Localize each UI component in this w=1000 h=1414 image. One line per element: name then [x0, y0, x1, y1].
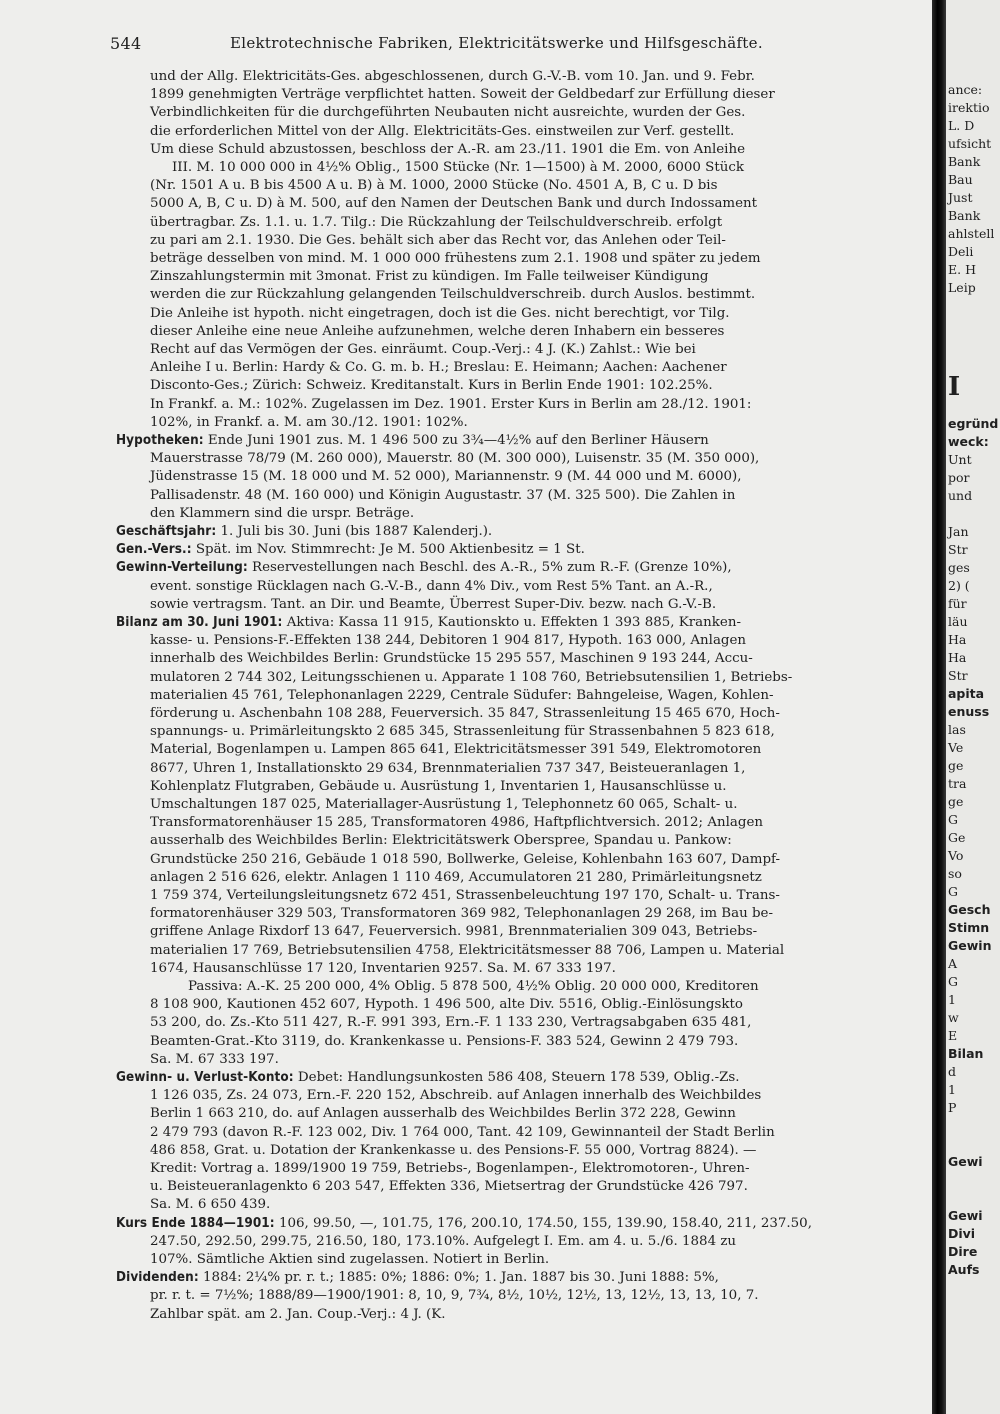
text-line: [150, 377, 932, 395]
text-line: [150, 214, 932, 232]
facing-page-fragment: für: [948, 596, 967, 611]
line-text: Umschaltungen 187 025, Materiallager-Ausrüstung 1, Telephonnetz 60 065, Schalt- u.: [150, 797, 738, 812]
text-line: [150, 1087, 932, 1105]
facing-page-fragment: Jan: [948, 524, 969, 539]
line-text: Spät. im Nov. Stimmrecht: Je M. 500 Aktienbesitz = 1 St.: [191, 542, 585, 558]
text-line: [150, 723, 932, 741]
text-line: [150, 596, 932, 614]
line-text: Reservestellungen nach Beschl. des A.-R., 5% zum R.-F. (Grenze 10%),: [247, 560, 732, 576]
text-line: [150, 905, 932, 923]
running-title: Elektrotechnische Fabriken, Elektricitätswerke und Hilfsgeschäfte.: [230, 34, 763, 52]
line-text: Transformatorenhäuser 15 285, Transformatoren 4986, Haftpflichtversich. 2012; Anlagen: [150, 815, 764, 831]
facing-page-fragment: Deli: [948, 244, 974, 259]
line-text: 1 759 374, Verteilungsleitungsnetz 672 451, Strassenbeleuchtung 197 170, Schalt- u. Trans-: [150, 888, 780, 903]
line-text: spannungs- u. Primärleitungskto 2 685 345, Strassenleitung für Strassenbahnen 5 823 618,: [150, 724, 775, 740]
text-line: [150, 1233, 932, 1251]
line-text: 8 108 900, Kautionen 452 607, Hypoth. 1 496 500, alte Div. 5516, Oblig.-Einlösungskto: [150, 997, 743, 1013]
text-line: [150, 669, 932, 687]
text-line: [172, 159, 932, 177]
text-line: [150, 1014, 932, 1032]
line-text: griffene Anlage Rixdorf 13 647, Feuerversich. 9981, Brennmaterialien 309 043, Betriebs-: [150, 924, 758, 940]
facing-page-fragment: ge: [948, 758, 964, 773]
line-text: materialien 17 769, Betriebsutensilien 4758, Elektricitätsmesser 88 706, Lampen u. Material: [150, 942, 785, 958]
line-text: Material, Bogenlampen u. Lampen 865 641, Elektricitätsmesser 391 549, Elektromotoren: [150, 742, 762, 758]
line-text: Verbindlichkeiten für die durchgeführten Neubauten nicht ausreichte, wurden der Ges.: [150, 105, 746, 121]
text-line: [116, 541, 932, 559]
text-line: [116, 559, 932, 577]
line-text: zu pari am 2.1. 1930. Die Ges. behält sich aber das Recht vor, das Anlehen oder Teil-: [150, 232, 726, 248]
text-line: [150, 942, 932, 960]
line-text: Debet: Handlungsunkosten 586 408, Steuern 178 539, Oblig.-Zs.: [293, 1070, 740, 1085]
facing-page-fragment: tra: [948, 776, 967, 791]
line-text: ausserhalb des Weichbildes Berlin: Elektricitätswerk Oberspree, Spandau u. Pankow:: [150, 833, 732, 849]
line-text: den Klammern sind die urspr. Beträge.: [150, 505, 415, 521]
text-line: [150, 1033, 932, 1051]
line-text: Sa. M. 6 650 439.: [150, 1197, 271, 1213]
text-line: [150, 505, 932, 523]
line-text: 107%. Sämtliche Aktien sind zugelassen. Notiert in Berlin.: [150, 1252, 550, 1267]
facing-page-fragment: Gewi: [948, 1154, 983, 1169]
text-line: [116, 1269, 932, 1287]
line-text: Anleihe I u. Berlin: Hardy & Co. G. m. b. H.; Breslau: E. Heimann; Aachen: Aachener: [150, 360, 727, 376]
facing-page-fragment: so: [948, 866, 962, 881]
text-line: [116, 614, 932, 632]
line-text: 247.50, 292.50, 299.75, 216.50, 180, 173.10%. Aufgelegt I. Em. am 4. u. 5./6. 1884 zu: [150, 1233, 737, 1249]
text-line: [150, 996, 932, 1014]
text-line: [150, 1178, 932, 1196]
line-text: Kohlenplatz Flutgraben, Gebäude u. Ausrüstung 1, Inventarien 1, Hausanschlüsse u.: [150, 778, 727, 794]
facing-page-fragment: L. D: [948, 118, 975, 133]
line-text: 53 200, do. Zs.-Kto 511 427, R.-F. 991 393, Ern.-F. 1 133 230, Vertragsabgaben 635 481,: [150, 1015, 752, 1031]
line-text: 1. Juli bis 30. Juni (bis 1887 Kalenderj.).: [216, 524, 493, 539]
text-line: [150, 286, 932, 304]
line-text: materialien 45 761, Telephonanlagen 2229, Centrale Südufer: Bahngeleise, Wagen, Kohlen-: [150, 687, 774, 703]
line-text: Zinszahlungstermin mit 3monat. Frist zu kündigen. Im Falle teilweiser Kündigung: [150, 269, 709, 285]
text-line: [150, 1251, 932, 1269]
line-text: dieser Anleihe eine neue Anleihe aufzunehmen, welche deren Inhabern ein besseres: [150, 323, 725, 339]
facing-page-fragment: ahlstell: [948, 226, 995, 241]
line-text: förderung u. Aschenbahn 108 288, Feuerversich. 35 847, Strassenleitung 15 465 670, Hoch-: [150, 706, 780, 721]
facing-page-fragment: Bank: [948, 208, 981, 223]
line-text: 2 479 793 (davon R.-F. 123 002, Div. 1 764 000, Tant. 42 109, Gewinnanteil der Stadt Berlin: [150, 1124, 775, 1140]
page-number: 544: [110, 34, 142, 53]
line-text: formatorenhäuser 329 503, Transformatoren 369 982, Telephonanlagen 29 268, im Bau be-: [150, 906, 773, 922]
text-line: [150, 1105, 932, 1123]
text-line: [150, 760, 932, 778]
text-line: [150, 305, 932, 323]
facing-page-fragment: Stimn: [948, 920, 990, 935]
text-line: [150, 232, 932, 250]
facing-page-fragment: Bau: [948, 172, 973, 187]
facing-page-fragment: Unt: [948, 452, 972, 467]
line-text: Die Anleihe ist hypoth. nicht eingetragen, doch ist die Ges. nicht berechtigt, vor Tilg.: [150, 305, 730, 321]
text-line: [150, 851, 932, 869]
text-line: [150, 741, 932, 759]
facing-page-fragment: Ha: [948, 650, 967, 665]
line-text: übertragbar. Zs. 1.1. u. 1.7. Tilg.: Die Rückzahlung der Teilschuldverschreib. erfolgt: [150, 214, 723, 230]
text-line: [150, 869, 932, 887]
line-text: anlagen 2 516 626, elektr. Anlagen 1 110 469, Accumulatoren 21 280, Primärleitungsnetz: [150, 869, 762, 885]
text-line: [150, 359, 932, 377]
text-line: [150, 814, 932, 832]
text-line: [150, 1196, 932, 1214]
text-line: [150, 323, 932, 341]
facing-page-fragment: Aufs: [948, 1262, 980, 1277]
facing-page-fragment: Str: [948, 668, 968, 683]
line-text: 1899 genehmigten Verträge verpflichtet hatten. Soweit der Geldbedarf zur Erfüllung dieser: [150, 87, 775, 103]
text-line: [150, 1306, 932, 1324]
line-text: Beamten-Grat.-Kto 3119, do. Krankenkasse u. Pensions-F. 383 524, Gewinn 2 479 793.: [150, 1033, 739, 1049]
facing-page-fragment: por: [948, 470, 970, 485]
line-text: 106, 99.50, —, 101.75, 176, 200.10, 174.50, 155, 139.90, 158.40, 211, 237.50,: [274, 1215, 812, 1231]
line-text: beträge desselben von mind. M. 1 000 000 frühestens zum 2.1. 1908 und später zu jedem: [150, 251, 761, 266]
line-text: 1 126 035, Zs. 24 073, Ern.-F. 220 152, Abschreib. auf Anlagen innerhalb des Weichbildes: [150, 1088, 762, 1104]
text-line: [150, 796, 932, 814]
facing-page-fragment: w: [948, 1010, 959, 1025]
line-text: u. Beisteueranlagenkto 6 203 547, Effekten 336, Mietsertrag der Grundstücke 426 797.: [150, 1179, 748, 1195]
facing-page-fragment: egründ: [948, 416, 999, 431]
line-text: In Frankf. a. M.: 102%. Zugelassen im Dez. 1901. Erster Kurs in Berlin am 28./12. 1901:: [150, 396, 752, 412]
text-line: [150, 578, 932, 596]
text-line: [150, 468, 932, 486]
facing-page-fragment: weck:: [948, 434, 989, 449]
text-line: [116, 523, 932, 541]
facing-page-fragment: G: [948, 974, 958, 989]
text-line: [150, 778, 932, 796]
text-line: [150, 650, 932, 668]
text-line: [150, 250, 932, 268]
text-line: [150, 632, 932, 650]
facing-page-fragment: Leip: [948, 280, 976, 295]
line-text: 1884: 2¼% pr. r. t.; 1885: 0%; 1886: 0%; 1. Jan. 1887 bis 30. Juni 1888: 5%,: [198, 1270, 719, 1286]
line-text: Recht auf das Vermögen der Ges. einräumt. Coup.-Verj.: 4 J. (K.) Zahlst.: Wie bei: [150, 342, 696, 357]
facing-page-fragment: ance:: [948, 82, 983, 97]
text-line: [150, 923, 932, 941]
text-line: [150, 68, 932, 86]
line-text: Kredit: Vortrag a. 1899/1900 19 759, Betriebs-, Bogenlampen-, Elektromotoren-, Uhren-: [150, 1161, 750, 1176]
facing-page-fragment: las: [948, 722, 966, 737]
text-line: [150, 396, 932, 414]
line-text: Mauerstrasse 78/79 (M. 260 000), Mauerstr. 80 (M. 300 000), Luisenstr. 35 (M. 350 000),: [150, 451, 760, 467]
line-text: 1674, Hausanschlüsse 17 120, Inventarien 9257. Sa. M. 67 333 197.: [150, 960, 616, 976]
text-line: [116, 1215, 932, 1233]
facing-page-fragment: G: [948, 812, 958, 827]
line-text: Grundstücke 250 216, Gebäude 1 018 590, Bollwerke, Geleise, Kohlenbahn 163 607, Dampf-: [150, 851, 781, 867]
line-text: 486 858, Grat. u. Dotation der Krankenkasse u. des Pensions-F. 55 000, Vortrag 8824). —: [150, 1142, 757, 1158]
line-text: innerhalb des Weichbildes Berlin: Grundstücke 15 295 557, Maschinen 9 193 244, Accu-: [150, 651, 753, 667]
line-text: und der Allg. Elektricitäts-Ges. abgeschlossenen, durch G.-V.-B. vom 10. Jan. und 9. Febr.: [150, 69, 755, 84]
section-heading: Hypotheken:: [116, 433, 204, 448]
section-heading: Gewinn- u. Verlust-Konto:: [116, 1070, 294, 1085]
text-line: [116, 1069, 932, 1087]
facing-page-fragment: Gewin: [948, 938, 992, 953]
text-line: [150, 341, 932, 359]
section-heading: Dividenden:: [116, 1270, 199, 1286]
facing-page-fragment: E. H: [948, 262, 976, 277]
line-text: mulatoren 2 744 302, Leitungsschienen u. Apparate 1 108 760, Betriebsutensilien 1, Betriebs-: [150, 669, 793, 685]
facing-page-fragment: Dire: [948, 1244, 978, 1259]
facing-page-fragment: läu: [948, 614, 968, 629]
text-line: [150, 1051, 932, 1069]
line-text: kasse- u. Pensions-F.-Effekten 138 244, Debitoren 1 904 817, Hypoth. 163 000, Anlagen: [150, 633, 747, 649]
facing-page-fragment: Vo: [948, 848, 964, 863]
facing-page-fragment: P: [948, 1100, 957, 1115]
facing-page-fragment: 1: [948, 992, 956, 1007]
text-line: [150, 1142, 932, 1160]
text-line: [150, 141, 932, 159]
line-text: sowie vertragsm. Tant. an Dir. und Beamte, Überrest Super-Div. bezw. nach G.-V.-B.: [150, 596, 717, 612]
line-text: Um diese Schuld abzustossen, beschloss der A.-R. am 23./11. 1901 die Em. von Anleihe: [150, 141, 745, 157]
line-text: werden die zur Rückzahlung gelangenden Teilschuldverschreib. durch Auslos. bestimmt.: [150, 287, 756, 303]
facing-page-fragment: Ve: [948, 740, 964, 755]
section-heading: Geschäftsjahr:: [116, 524, 217, 539]
text-line: [150, 1160, 932, 1178]
line-text: Disconto-Ges.; Zürich: Schweiz. Kreditanstalt. Kurs in Berlin Ende 1901: 102.25%.: [150, 378, 713, 394]
text-line: [188, 978, 932, 996]
text-line: [150, 487, 932, 505]
text-line: [150, 177, 932, 195]
text-line: [150, 887, 932, 905]
section-heading: Kurs Ende 1884—1901:: [116, 1215, 275, 1231]
line-text: Sa. M. 67 333 197.: [150, 1051, 279, 1067]
text-line: [150, 195, 932, 213]
text-line: [150, 104, 932, 122]
facing-page-fragment: Divi: [948, 1226, 976, 1241]
text-line: [150, 414, 932, 432]
facing-page-fragment: 2) (: [948, 578, 970, 593]
text-line: [150, 450, 932, 468]
text-line: [150, 705, 932, 723]
line-text: III. M. 10 000 000 in 4½% Oblig., 1500 Stücke (Nr. 1—1500) à M. 2000, 6000 Stück: [172, 160, 744, 175]
line-text: Aktiva: Kassa 11 915, Kautionskto u. Effekten 1 393 885, Kranken-: [282, 615, 741, 630]
line-text: Zahlbar spät. am 2. Jan. Coup.-Verj.: 4 J. (K.: [150, 1306, 446, 1322]
facing-page-fragment: I: [948, 372, 961, 402]
facing-page-fragment: Just: [948, 190, 973, 205]
text-line: [150, 832, 932, 850]
facing-page-fragment: irektio: [948, 100, 990, 115]
facing-page-fragment: A: [948, 956, 958, 971]
facing-page-fragment: und: [948, 488, 973, 503]
line-text: Passiva: A.-K. 25 200 000, 4% Oblig. 5 878 500, 4½% Oblig. 20 000 000, Kreditoren: [188, 979, 759, 994]
line-text: 5000 A, B, C u. D) à M. 500, auf den Namen der Deutschen Bank und durch Indossament: [150, 196, 758, 212]
line-text: Berlin 1 663 210, do. auf Anlagen ausserhalb des Weichbildes Berlin 372 228, Gewinn: [150, 1106, 736, 1122]
text-line: [150, 960, 932, 978]
line-text: Jüdenstrasse 15 (M. 18 000 und M. 52 000), Mariannenstr. 9 (M. 44 000 und M. 6000),: [150, 469, 742, 485]
text-line: [116, 432, 932, 450]
facing-page-fragment: ges: [948, 560, 970, 575]
text-line: [150, 268, 932, 286]
section-heading: Bilanz am 30. Juni 1901:: [116, 615, 283, 630]
facing-page-fragment: ufsicht: [948, 136, 992, 151]
facing-page-fragment: E: [948, 1028, 958, 1043]
facing-page-fragment: Str: [948, 542, 968, 557]
facing-page-fragment: Ge: [948, 830, 966, 845]
line-text: Ende Juni 1901 zus. M. 1 496 500 zu 3¾—4½% auf den Berliner Häusern: [203, 433, 709, 448]
facing-page-fragment: Gewi: [948, 1208, 983, 1223]
text-line: [150, 687, 932, 705]
facing-page-fragment: enuss: [948, 704, 990, 719]
text-line: [150, 86, 932, 104]
facing-page-fragment: Bank: [948, 154, 981, 169]
running-header: [110, 34, 900, 54]
facing-page-fragment: Gesch: [948, 902, 991, 917]
facing-page-fragment: Bilan: [948, 1046, 984, 1061]
facing-page-fragment: ge: [948, 794, 964, 809]
section-heading: Gewinn-Verteilung:: [116, 560, 248, 576]
text-line: [150, 1287, 932, 1305]
book-gutter: [932, 0, 946, 1414]
line-text: event. sonstige Rücklagen nach G.-V.-B., dann 4% Div., vom Rest 5% Tant. an A.-R.,: [150, 578, 713, 594]
line-text: 102%, in Frankf. a. M. am 30./12. 1901: 102%.: [150, 414, 468, 430]
line-text: pr. r. t. = 7½%; 1888/89—1900/1901: 8, 10, 9, 7¾, 8½, 10½, 12½, 13, 12½, 13, 13, 10, 7.: [150, 1288, 759, 1304]
line-text: 8677, Uhren 1, Installationskto 29 634, Brennmaterialien 737 347, Beisteueranlagen 1,: [150, 760, 746, 776]
facing-page-edge: [946, 0, 1000, 1414]
section-heading: Gen.-Vers.:: [116, 542, 192, 558]
facing-page-fragment: G: [948, 884, 958, 899]
facing-page-fragment: apita: [948, 686, 985, 701]
facing-page-fragment: Ha: [948, 632, 967, 647]
text-line: [150, 123, 932, 141]
line-text: (Nr. 1501 A u. B bis 4500 A u. B) à M. 1000, 2000 Stücke (No. 4501 A, B, C u. D bis: [150, 178, 718, 194]
line-text: die erforderlichen Mittel von der Allg. Elektricitäts-Ges. einstweilen zur Verf. gestellt.: [150, 123, 735, 139]
facing-page-fragment: d: [948, 1064, 957, 1079]
facing-page-fragment: 1: [948, 1082, 956, 1097]
line-text: Pallisadenstr. 48 (M. 160 000) und Königin Augustastr. 37 (M. 325 500). Die Zahlen in: [150, 487, 736, 503]
text-line: [150, 1124, 932, 1142]
